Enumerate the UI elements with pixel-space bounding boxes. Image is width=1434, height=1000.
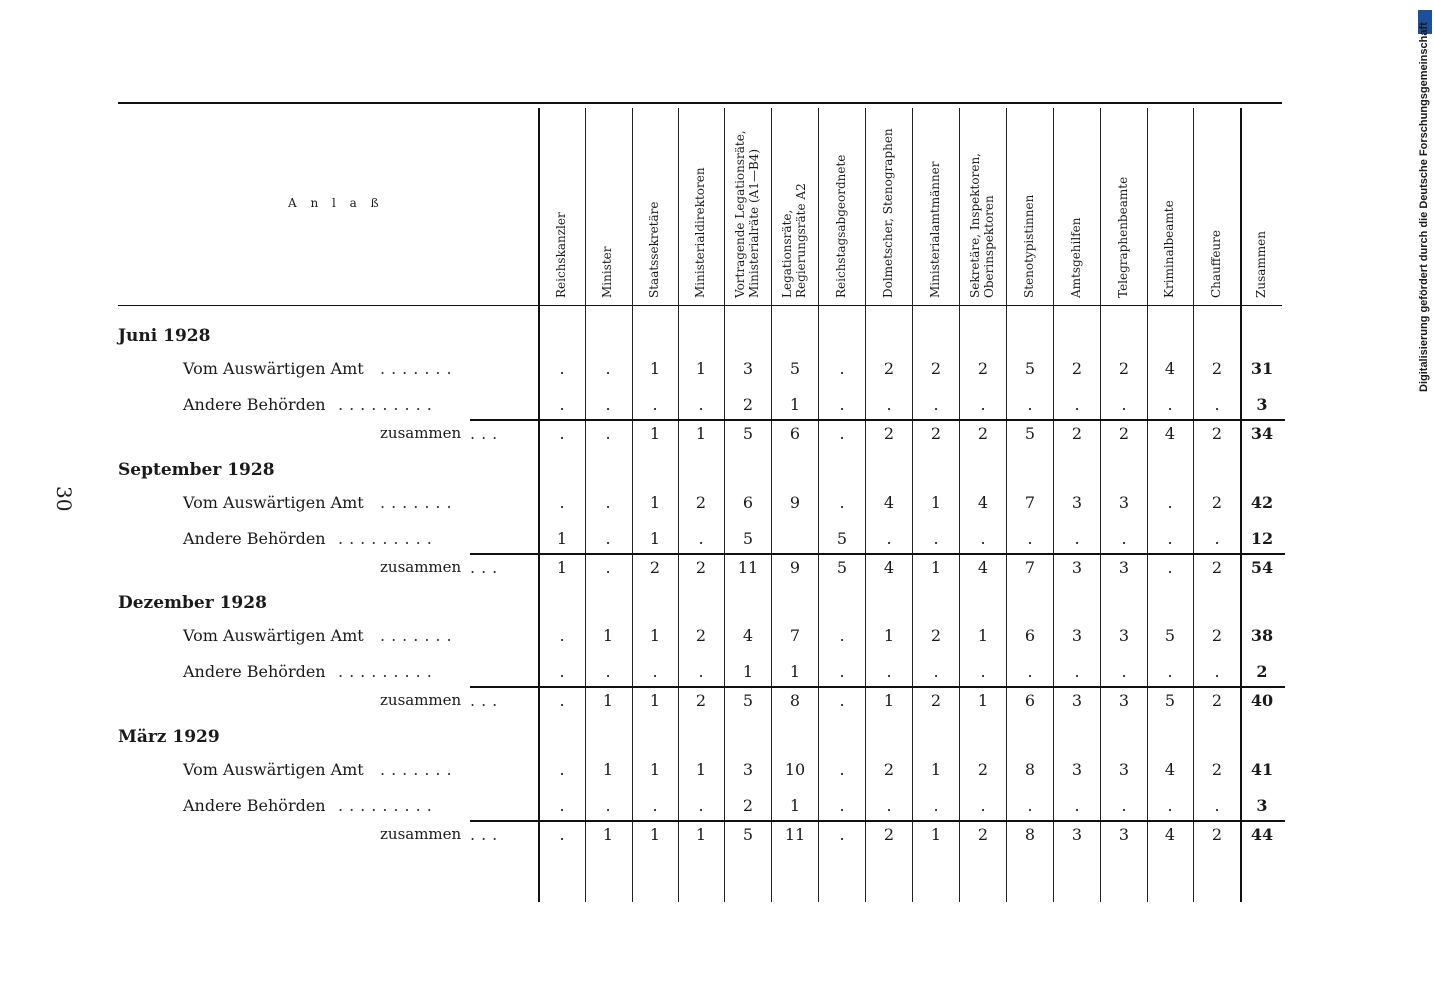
table-cell: 2 (742, 395, 754, 414)
table-cell: . (1027, 395, 1033, 414)
table-cell: 1 (695, 424, 707, 443)
table-cell: 1 (930, 825, 942, 844)
table-cell: 3 (1071, 558, 1083, 577)
subtotal-rule (470, 686, 1285, 688)
table-cell: 3 (1071, 825, 1083, 844)
table-cell: 1 (977, 691, 989, 710)
sum-row-label: zusammen (380, 825, 462, 843)
column-separator (678, 108, 679, 902)
table-cell: 5 (1024, 359, 1036, 378)
sum-row-label: zusammen (380, 558, 462, 576)
table-cell: . (559, 626, 565, 645)
table-cell: 5 (742, 825, 754, 844)
column-separator (771, 108, 772, 902)
table-cell: . (886, 662, 892, 681)
table-cell: 2 (649, 558, 661, 577)
table-cell: . (886, 395, 892, 414)
table-cell: . (839, 825, 845, 844)
table-cell: 2 (1118, 359, 1130, 378)
table-cell: 1 (649, 626, 661, 645)
table-cell: . (559, 662, 565, 681)
table-cell: . (839, 626, 845, 645)
table-cell: 2 (977, 359, 989, 378)
column-header: Sekretäre, Inspektoren, Oberinspektoren (968, 153, 996, 298)
dot-leader: ......... (338, 662, 438, 681)
table-cell: 2 (1071, 359, 1083, 378)
table-cell: 2 (883, 825, 895, 844)
table-cell: 2 (930, 691, 942, 710)
table-cell: 8 (789, 691, 801, 710)
row-total-cell: 40 (1250, 691, 1274, 710)
table-cell: . (1214, 796, 1220, 815)
dot-leader: ... (470, 558, 504, 577)
table-cell: . (839, 359, 845, 378)
column-header: Telegraphenbeamte (1116, 176, 1130, 298)
table-cell: 3 (1071, 691, 1083, 710)
table-cell: 1 (602, 691, 614, 710)
row-total-cell: 54 (1250, 558, 1274, 577)
table-cell: 1 (789, 395, 801, 414)
table-cell: 3 (1118, 691, 1130, 710)
table-cell: . (933, 662, 939, 681)
table-cell: 7 (789, 626, 801, 645)
table-cell: 1 (883, 626, 895, 645)
table-cell: 3 (742, 760, 754, 779)
column-separator (959, 108, 960, 902)
table-cell: 2 (1211, 359, 1223, 378)
table-cell: 2 (695, 493, 707, 512)
row-label: Vom Auswärtigen Amt (183, 760, 364, 779)
section-title: Juni 1928 (118, 326, 211, 346)
row-total-cell: 2 (1256, 662, 1268, 681)
table-cell: 6 (742, 493, 754, 512)
table-cell: 2 (883, 760, 895, 779)
table-cell: 3 (1118, 626, 1130, 645)
table-cell: 1 (649, 691, 661, 710)
table-cell: 3 (1071, 493, 1083, 512)
column-separator (1053, 108, 1054, 902)
dot-leader: ... (470, 424, 504, 443)
table-cell: . (605, 395, 611, 414)
column-header: Reichstagsabgeordnete (834, 154, 848, 298)
table-cell: . (886, 796, 892, 815)
row-total-cell: 42 (1250, 493, 1274, 512)
table-cell: 8 (1024, 825, 1036, 844)
table-cell: 2 (695, 691, 707, 710)
table-cell: . (980, 529, 986, 548)
row-label: Andere Behörden (183, 395, 326, 414)
table-cell: . (839, 493, 845, 512)
table-cell: 5 (789, 359, 801, 378)
table-cell: . (559, 691, 565, 710)
column-separator (1006, 108, 1007, 902)
sum-row-label: zusammen (380, 424, 462, 442)
table-cell: 2 (695, 558, 707, 577)
page-number: 30 (52, 486, 76, 512)
table-cell: 1 (930, 558, 942, 577)
column-separator (865, 108, 866, 902)
table-cell: 2 (1118, 424, 1130, 443)
table-cell: 5 (742, 529, 754, 548)
column-separator (912, 108, 913, 902)
row-total-cell: 41 (1250, 760, 1274, 779)
table-cell: 1 (695, 359, 707, 378)
sum-row-label: zusammen (380, 691, 462, 709)
table-cell: 1 (556, 558, 568, 577)
table-cell: 4 (1164, 760, 1176, 779)
table-cell: . (652, 796, 658, 815)
row-label: Vom Auswärtigen Amt (183, 493, 364, 512)
table-cell: 3 (1118, 493, 1130, 512)
table-cell: 6 (1024, 691, 1036, 710)
table-cell: 2 (1211, 493, 1223, 512)
column-separator (818, 108, 819, 902)
table-cell: . (980, 796, 986, 815)
column-header: Ministerialdirektoren (693, 167, 707, 298)
table-cell: 4 (883, 558, 895, 577)
table-cell: 2 (742, 796, 754, 815)
table-cell: 6 (1024, 626, 1036, 645)
table-cell: . (698, 529, 704, 548)
table-cell: 11 (784, 825, 806, 844)
dot-leader: ....... (380, 493, 458, 512)
table-cell: 9 (789, 493, 801, 512)
row-total-cell: 3 (1256, 395, 1268, 414)
table-cell: 1 (602, 760, 614, 779)
row-total-cell: 12 (1250, 529, 1274, 548)
column-separator (632, 108, 633, 902)
table-cell: 1 (930, 493, 942, 512)
table-cell: . (1167, 796, 1173, 815)
table-cell: 2 (695, 626, 707, 645)
table-cell: 2 (930, 424, 942, 443)
table-cell: . (933, 529, 939, 548)
table-cell: 2 (1211, 691, 1223, 710)
table-cell: . (605, 662, 611, 681)
dot-leader: ......... (338, 395, 438, 414)
table-cell: 3 (742, 359, 754, 378)
table-cell: 1 (930, 760, 942, 779)
table-cell: 8 (1024, 760, 1036, 779)
table-cell: 5 (1164, 626, 1176, 645)
table-cell: 1 (649, 359, 661, 378)
table-cell: 4 (883, 493, 895, 512)
table-cell: 3 (1118, 558, 1130, 577)
row-label: Andere Behörden (183, 529, 326, 548)
table-cell: . (698, 796, 704, 815)
table-cell: 1 (602, 626, 614, 645)
column-header: Reichskanzler (554, 212, 568, 298)
row-label: Vom Auswärtigen Amt (183, 626, 364, 645)
table-cell: 3 (1071, 626, 1083, 645)
table-cell: . (605, 493, 611, 512)
column-header: Staatssekretäre (647, 201, 661, 298)
column-separator (1100, 108, 1101, 902)
table-cell: . (605, 558, 611, 577)
table-cell: . (605, 424, 611, 443)
dot-leader: ... (470, 825, 504, 844)
table-top-rule (118, 102, 1282, 104)
table-cell: . (1167, 662, 1173, 681)
table-cell: 2 (977, 760, 989, 779)
table-cell: 5 (742, 424, 754, 443)
column-separator (585, 108, 586, 902)
column-separator (538, 108, 540, 902)
table-cell: 7 (1024, 493, 1036, 512)
table-cell: . (1167, 493, 1173, 512)
table-cell: 3 (1118, 825, 1130, 844)
table-cell: . (980, 395, 986, 414)
table-cell: . (839, 691, 845, 710)
column-header: Chauffeure (1209, 230, 1223, 298)
row-total-cell: 31 (1250, 359, 1274, 378)
table-cell: . (559, 359, 565, 378)
table-cell: . (1121, 796, 1127, 815)
table-cell: 6 (789, 424, 801, 443)
table-cell: 2 (883, 424, 895, 443)
column-header: Amtsgehilfen (1069, 217, 1083, 298)
table-cell: 5 (836, 529, 848, 548)
table-cell: 1 (883, 691, 895, 710)
table-cell: 2 (1211, 558, 1223, 577)
table-cell: 2 (930, 359, 942, 378)
table-cell: . (1074, 395, 1080, 414)
table-cell: . (1027, 529, 1033, 548)
table-cell: . (1121, 395, 1127, 414)
table-cell: 5 (1164, 691, 1176, 710)
table-cell: 1 (649, 760, 661, 779)
table-cell: . (559, 395, 565, 414)
table-cell: 1 (649, 493, 661, 512)
table-cell: 2 (977, 825, 989, 844)
table-cell: 1 (602, 825, 614, 844)
dot-leader: ....... (380, 359, 458, 378)
table-cell: . (1074, 796, 1080, 815)
table-cell: 1 (977, 626, 989, 645)
dot-leader: ... (470, 691, 504, 710)
table-cell: 1 (789, 796, 801, 815)
table-cell: . (605, 796, 611, 815)
table-cell: . (698, 662, 704, 681)
table-cell: 2 (1071, 424, 1083, 443)
dot-leader: ......... (338, 796, 438, 815)
subtotal-rule (470, 820, 1285, 822)
table-cell: 11 (737, 558, 759, 577)
column-header: Minister (600, 246, 614, 298)
table-cell: . (1074, 662, 1080, 681)
table-cell: 1 (649, 529, 661, 548)
row-total-cell: 34 (1250, 424, 1274, 443)
table-cell: 2 (1211, 626, 1223, 645)
column-header: Vortragende Legationsräte, Ministerialräte (A1—B4) (733, 130, 761, 298)
table-cell: . (559, 760, 565, 779)
table-cell: 1 (789, 662, 801, 681)
table-cell: . (559, 493, 565, 512)
table-cell: 4 (1164, 424, 1176, 443)
section-title: September 1928 (118, 460, 275, 480)
table-cell: 2 (1211, 424, 1223, 443)
section-title: März 1929 (118, 727, 220, 747)
table-cell: 4 (977, 558, 989, 577)
column-header: Dolmetscher, Stenographen (881, 128, 895, 298)
table-cell: . (933, 395, 939, 414)
table-cell: 1 (742, 662, 754, 681)
table-cell: 1 (556, 529, 568, 548)
table-cell: 7 (1024, 558, 1036, 577)
table-cell: 1 (695, 760, 707, 779)
table-cell: 4 (1164, 359, 1176, 378)
table-cell: 2 (1211, 825, 1223, 844)
table-cell: . (839, 760, 845, 779)
table-cell: 5 (1024, 424, 1036, 443)
table-cell: . (1214, 662, 1220, 681)
table-cell: . (605, 529, 611, 548)
table-cell: . (1167, 558, 1173, 577)
table-cell: . (1214, 395, 1220, 414)
column-header: Ministerialamtmänner (928, 161, 942, 298)
column-header: Stenotypistinnen (1022, 194, 1036, 298)
dot-leader: ......... (338, 529, 438, 548)
subtotal-rule (470, 419, 1285, 421)
column-separator (1147, 108, 1148, 902)
table-cell: . (933, 796, 939, 815)
section-title: Dezember 1928 (118, 593, 267, 613)
table-cell: . (1027, 662, 1033, 681)
row-label: Vom Auswärtigen Amt (183, 359, 364, 378)
header-bottom-rule (118, 305, 1282, 306)
subtotal-rule (470, 553, 1285, 555)
column-header: Zusammen (1254, 231, 1268, 298)
row-total-cell: 3 (1256, 796, 1268, 815)
table-cell: 9 (789, 558, 801, 577)
table-cell: 2 (1211, 760, 1223, 779)
table-cell: . (1121, 529, 1127, 548)
row-label: Andere Behörden (183, 662, 326, 681)
table-cell: . (652, 662, 658, 681)
table-cell: . (559, 796, 565, 815)
table-cell: 10 (784, 760, 806, 779)
table-cell: . (839, 796, 845, 815)
table-cell: . (839, 424, 845, 443)
table-cell: . (605, 359, 611, 378)
table-cell: 4 (1164, 825, 1176, 844)
dot-leader: ....... (380, 626, 458, 645)
anlass-header: A n l a ß (288, 196, 384, 210)
table-cell: . (1167, 395, 1173, 414)
table-cell: 5 (742, 691, 754, 710)
table-cell: . (698, 395, 704, 414)
digitization-note: Digitalisierung gefördert durch die Deutsche Forschungsgemeinschaft (1418, 22, 1430, 392)
column-separator (724, 108, 725, 902)
row-total-cell: 44 (1250, 825, 1274, 844)
table-cell: 5 (836, 558, 848, 577)
table-cell: 4 (977, 493, 989, 512)
table-cell: . (839, 395, 845, 414)
table-cell: 2 (930, 626, 942, 645)
column-separator (1193, 108, 1194, 902)
table-cell: . (559, 424, 565, 443)
table-cell: . (980, 662, 986, 681)
table-cell: 1 (649, 825, 661, 844)
table-cell: 1 (649, 424, 661, 443)
table-cell: 2 (883, 359, 895, 378)
column-header: Kriminalbeamte (1162, 200, 1176, 298)
column-header: Legationsräte, Regierungsräte A2 (780, 183, 808, 298)
table-cell: . (1214, 529, 1220, 548)
table-cell: . (652, 395, 658, 414)
table-cell: 3 (1118, 760, 1130, 779)
row-label: Andere Behörden (183, 796, 326, 815)
table-cell: . (1027, 796, 1033, 815)
row-total-cell: 38 (1250, 626, 1274, 645)
table-cell: . (1167, 529, 1173, 548)
table-cell: 3 (1071, 760, 1083, 779)
table-cell: . (886, 529, 892, 548)
table-cell: 4 (742, 626, 754, 645)
table-cell: . (839, 662, 845, 681)
table-cell: 1 (695, 825, 707, 844)
table-cell: 2 (977, 424, 989, 443)
dot-leader: ....... (380, 760, 458, 779)
table-cell: . (559, 825, 565, 844)
table-cell: . (1074, 529, 1080, 548)
table-cell: . (1121, 662, 1127, 681)
